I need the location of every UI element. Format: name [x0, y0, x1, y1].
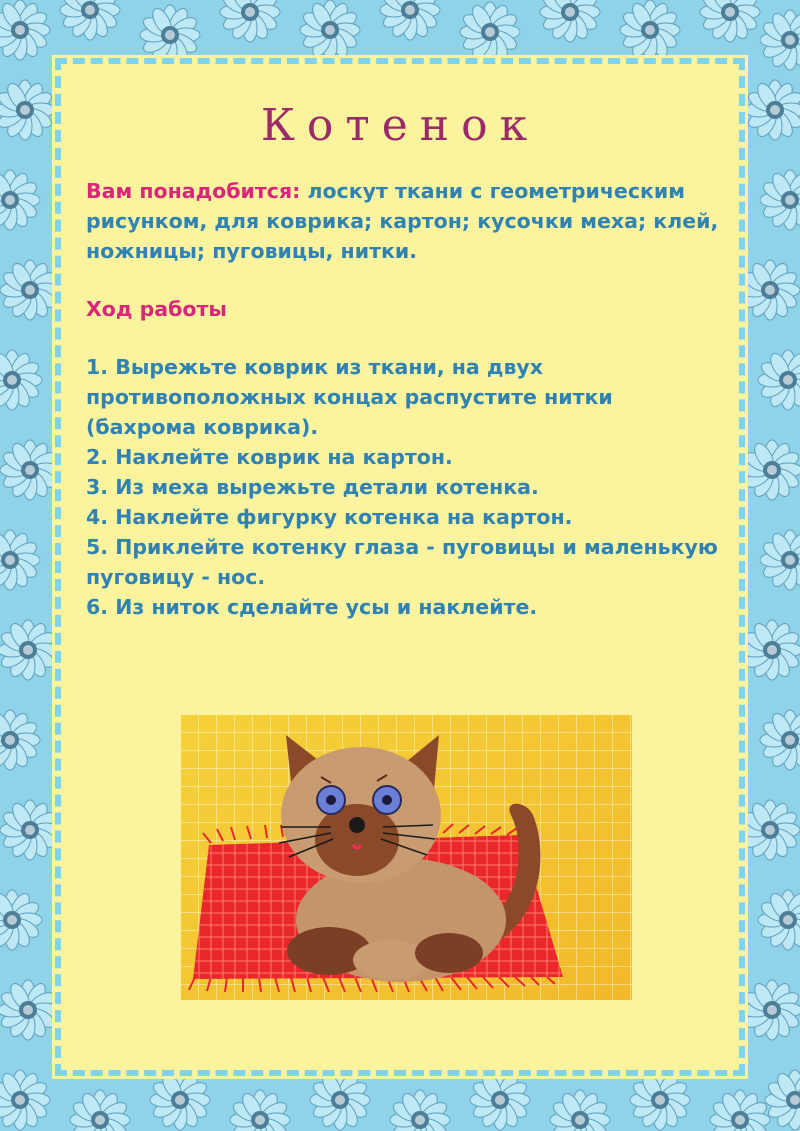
step-item: 5. Приклейте котенку глаза - пуговицы и маленькую пуговицу - нос.: [86, 535, 718, 589]
step-item: 2. Наклейте коврик на картон.: [86, 445, 453, 469]
step-item: 1. Вырежьте коврик из ткани, на двух противоположных концах распустите нитки (бахрома коврика).: [86, 355, 613, 439]
materials-paragraph: [86, 176, 726, 266]
step-item: 3. Из меха вырежьте детали котенка.: [86, 475, 539, 499]
content-card: [55, 58, 745, 1076]
step-item: 4. Наклейте фигурку котенка на картон.: [86, 505, 573, 529]
step-item: 6. Из ниток сделайте усы и наклейте.: [86, 595, 538, 619]
cat-on-rug-icon: [181, 715, 632, 1000]
materials-label: Вам понадобится:: [86, 179, 301, 203]
materials-text: лоскут ткани с геометрическим рисунком, для коврика; картон; кусочки меха; клей, ножницы; пуговицы, нитки.: [86, 179, 719, 263]
progress-heading: Ход работы: [86, 297, 227, 321]
steps-list: [86, 352, 726, 622]
page-title: Котенок: [260, 100, 540, 151]
